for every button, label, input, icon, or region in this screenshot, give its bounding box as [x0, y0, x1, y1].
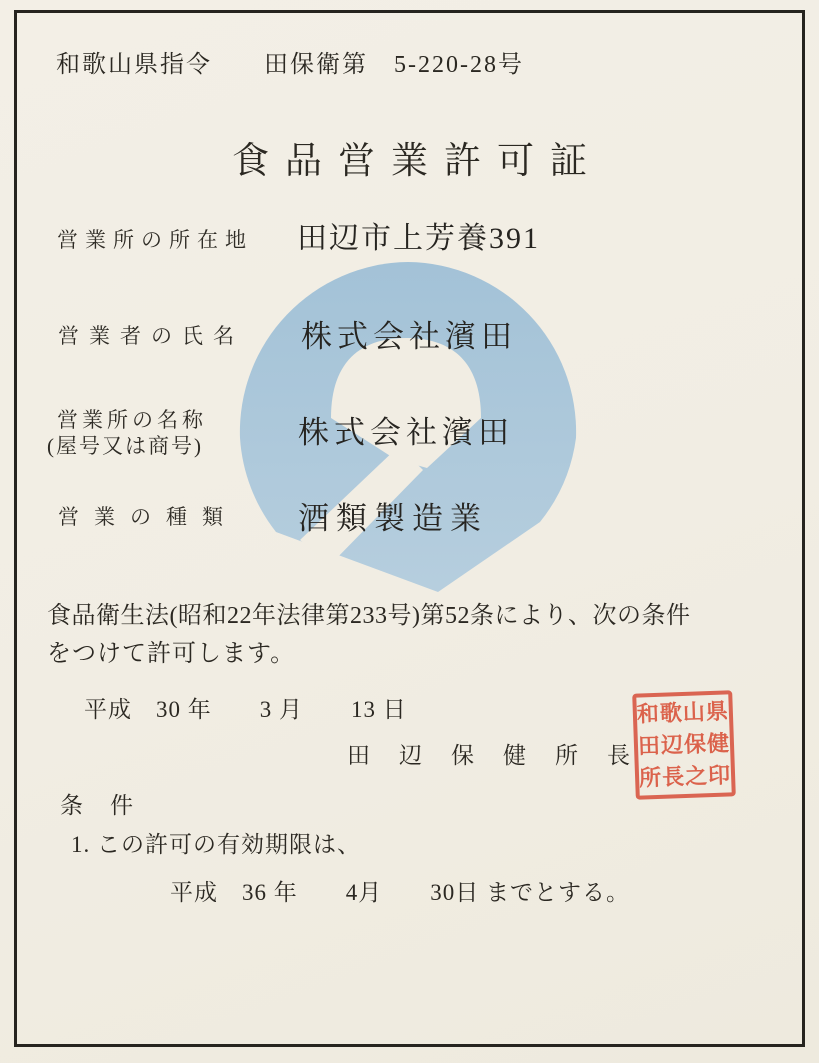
field-value-business-type: 酒類製造業 — [298, 501, 488, 536]
field-value-establishment-name: 株式会社濱田 — [298, 415, 514, 450]
legal-text-line2: をつけて許可します。 — [47, 641, 296, 667]
conditions-header: 条 件 — [60, 793, 135, 818]
certificate-title: 食品営業許可証 — [232, 141, 603, 182]
issuer-title: 田辺保健所長 — [347, 743, 659, 768]
field-label-business-address: 営業所の所在地 — [57, 228, 253, 252]
seal-text-row: 和歌山県 — [636, 698, 730, 727]
field-label-establishment-name-note: (屋号又は商号) — [47, 434, 203, 458]
field-label-business-type: 営業の種類 — [58, 505, 238, 529]
directive-number-line: 和歌山県指令 田保衛第 5-220-28号 — [56, 52, 524, 78]
condition-expiry-date: 平成 36 年 4月 30日 までとする。 — [170, 880, 630, 905]
issue-date: 平成 30 年 3 月 13 日 — [84, 697, 407, 722]
field-value-business-address: 田辺市上芳養391 — [297, 222, 540, 255]
condition-item-1: 1. この許可の有効期限は、 — [71, 832, 361, 857]
seal-text-row: 田辺保健 — [637, 730, 731, 759]
field-value-operator-name: 株式会社濱田 — [301, 319, 517, 354]
field-label-operator-name: 営業者の氏名 — [58, 324, 244, 348]
legal-text-line1: 食品衛生法(昭和22年法律第233号)第52条により、次の条件 — [47, 603, 691, 629]
official-red-seal — [632, 690, 736, 799]
seal-text-row: 所長之印 — [638, 762, 732, 791]
field-label-establishment-name: 営業所の名称 — [57, 408, 207, 432]
